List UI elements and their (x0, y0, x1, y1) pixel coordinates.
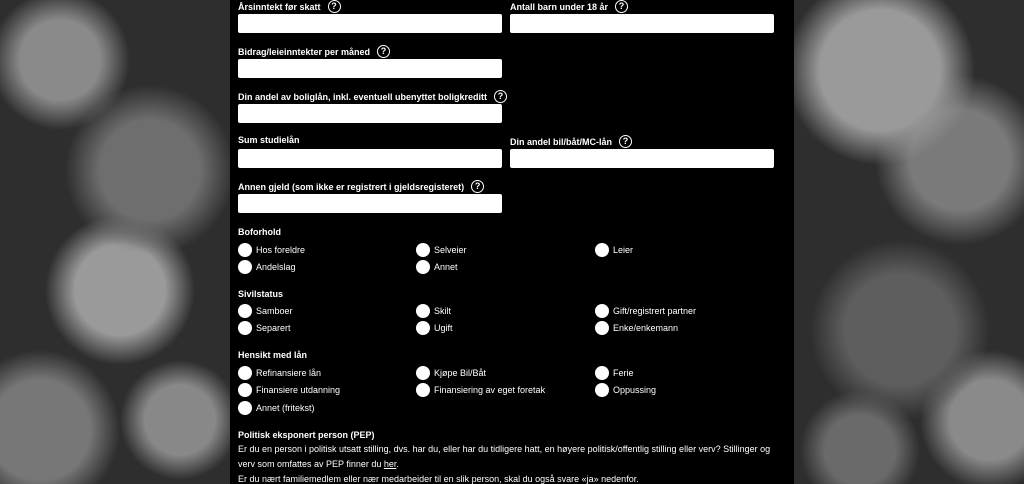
radio-circle[interactable] (595, 383, 609, 397)
radio-circle[interactable] (238, 321, 252, 335)
car-loan-label: Din andel bil/båt/MC-lån ? (510, 135, 632, 148)
radio-foretak[interactable]: Finansiering av eget foretak (416, 383, 545, 397)
pep-description: Er du en person i politisk utsatt stilling, dvs. har du, eller har du tidligere hatt, en høyere politisk/offentlig stilling eller verv? Stillinger og verv som omfattes av PEP finner du her. (238, 444, 771, 469)
student-loan-label: Sum studielån (238, 135, 300, 145)
income-field[interactable] (238, 14, 502, 33)
loan-application-form (230, 0, 794, 484)
radio-circle[interactable] (595, 366, 609, 380)
radio-leier[interactable]: Leier (595, 243, 633, 257)
radio-circle[interactable] (595, 321, 609, 335)
help-icon[interactable]: ? (471, 180, 484, 193)
car-loan-field[interactable] (510, 149, 774, 168)
radio-annet[interactable]: Annet (416, 260, 458, 274)
help-icon[interactable]: ? (619, 135, 632, 148)
pep-title: Politisk eksponert person (PEP) (238, 430, 375, 440)
income-label: Årsinntekt før skatt ? (238, 0, 341, 13)
radio-ferie[interactable]: Ferie (595, 366, 634, 380)
mortgage-field[interactable] (238, 104, 502, 123)
radio-enke[interactable]: Enke/enkemann (595, 321, 678, 335)
radio-kjope-bil[interactable]: Kjøpe Bil/Båt (416, 366, 486, 380)
radio-skilt[interactable]: Skilt (416, 304, 451, 318)
radio-andelslag[interactable]: Andelslag (238, 260, 296, 274)
radio-circle[interactable] (595, 304, 609, 318)
other-debt-field[interactable] (238, 194, 502, 213)
radio-circle[interactable] (416, 243, 430, 257)
radio-circle[interactable] (416, 383, 430, 397)
children-label: Antall barn under 18 år ? (510, 0, 628, 13)
radio-separert[interactable]: Separert (238, 321, 291, 335)
contributions-label: Bidrag/leieinntekter per måned ? (238, 45, 390, 58)
other-debt-label: Annen gjeld (som ikke er registrert i gjeldsregisteret) ? (238, 180, 484, 193)
radio-utdanning[interactable]: Finansiere utdanning (238, 383, 340, 397)
radio-circle[interactable] (416, 304, 430, 318)
radio-oppussing[interactable]: Oppussing (595, 383, 656, 397)
help-icon[interactable]: ? (494, 90, 507, 103)
radio-circle[interactable] (238, 383, 252, 397)
children-field[interactable] (510, 14, 774, 33)
radio-refinansiere[interactable]: Refinansiere lån (238, 366, 321, 380)
pep-link[interactable]: her (383, 459, 397, 469)
radio-samboer[interactable]: Samboer (238, 304, 293, 318)
radio-ugift[interactable]: Ugift (416, 321, 453, 335)
sivilstatus-title: Sivilstatus (238, 289, 284, 299)
contributions-field[interactable] (238, 59, 502, 78)
mortgage-label: Din andel av boliglån, inkl. eventuell ubenyttet boligkreditt ? (238, 90, 507, 103)
radio-circle[interactable] (416, 321, 430, 335)
radio-circle[interactable] (238, 366, 252, 380)
hensikt-title: Hensikt med lån (238, 350, 308, 360)
pep-family-text: Er du nært familiemedlem eller nær medarbeider til en slik person, skal du også svare «ja» nedenfor. (238, 474, 639, 484)
radio-circle[interactable] (238, 401, 252, 415)
radio-annet-fritekst[interactable]: Annet (fritekst) (238, 401, 315, 415)
radio-selveier[interactable]: Selveier (416, 243, 467, 257)
radio-circle[interactable] (238, 304, 252, 318)
radio-gift[interactable]: Gift/registrert partner (595, 304, 696, 318)
radio-circle[interactable] (416, 366, 430, 380)
radio-circle[interactable] (416, 260, 430, 274)
help-icon[interactable]: ? (328, 0, 341, 13)
radio-circle[interactable] (238, 243, 252, 257)
radio-hos-foreldre[interactable]: Hos foreldre (238, 243, 305, 257)
help-icon[interactable]: ? (377, 45, 390, 58)
radio-circle[interactable] (238, 260, 252, 274)
radio-circle[interactable] (595, 243, 609, 257)
help-icon[interactable]: ? (615, 0, 628, 13)
boforhold-title: Boforhold (238, 227, 281, 237)
student-loan-field[interactable] (238, 149, 502, 168)
